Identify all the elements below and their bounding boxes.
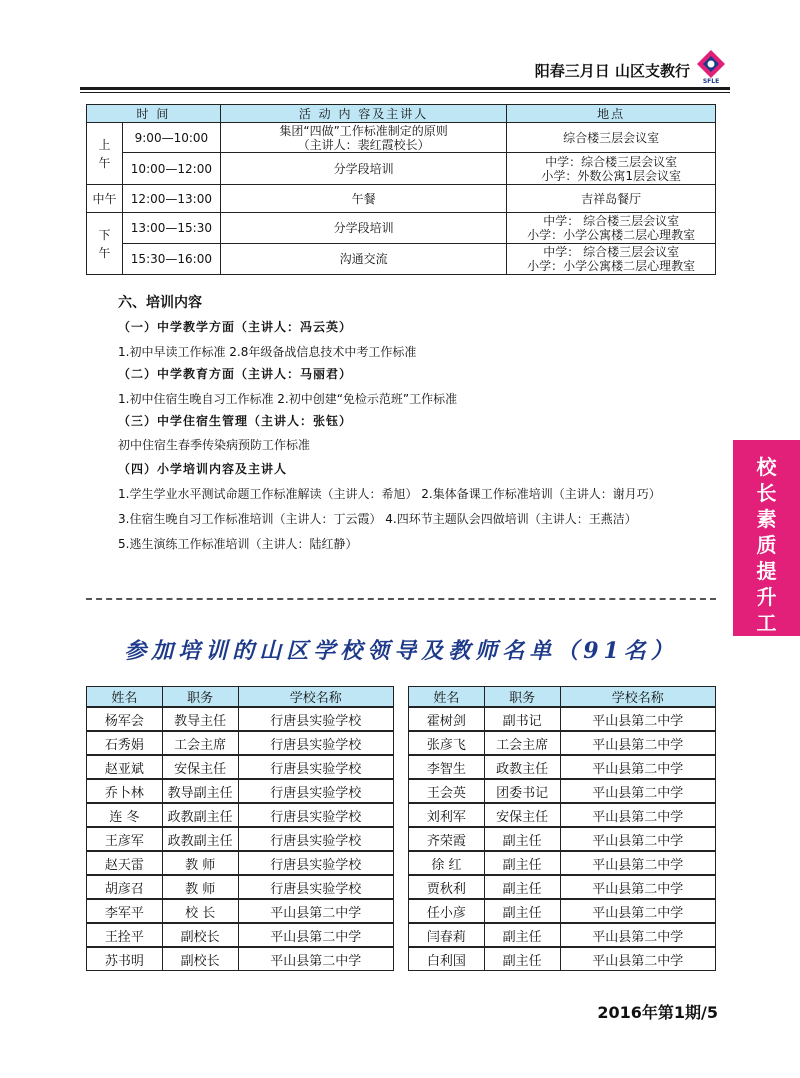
person-school: 平山县第二中学: [238, 947, 393, 971]
person-name: 李智生: [409, 755, 485, 779]
person-name: 白利国: [409, 947, 485, 971]
table-row: [409, 899, 716, 923]
person-school: 平山县第二中学: [238, 899, 393, 923]
training-subheading: （四）小学培训内容及主讲人: [118, 462, 288, 476]
period-morning: 上午: [87, 123, 123, 185]
person-school: 平山县第二中学: [560, 803, 715, 827]
person-name: 杨军会: [87, 707, 163, 731]
person-position: 副主任: [484, 923, 560, 947]
person-position: 团委书记: [484, 779, 560, 803]
person-school: 行唐县实验学校: [238, 779, 393, 803]
training-item: 1.初中早读工作标准 2.8年级备战信息技术中考工作标准: [118, 345, 417, 359]
person-position: 副主任: [484, 899, 560, 923]
person-name: 赵天雷: [87, 851, 163, 875]
side-tab-char: 工: [756, 611, 777, 635]
person-school: 平山县第二中学: [560, 947, 715, 971]
side-tab-char: 程: [756, 637, 777, 661]
person-position: 校 长: [162, 899, 238, 923]
school-logo-icon: [694, 48, 728, 84]
schedule-time: 13:00—15:30: [122, 213, 220, 244]
table-row: [409, 731, 716, 755]
person-position: 安保主任: [484, 803, 560, 827]
person-name: 齐荣霞: [409, 827, 485, 851]
person-school: 行唐县实验学校: [238, 731, 393, 755]
person-name: 闫春莉: [409, 923, 485, 947]
schedule-row: [87, 185, 716, 213]
table-row: [87, 707, 394, 731]
table-row: [409, 851, 716, 875]
person-position: 安保主任: [162, 755, 238, 779]
schedule-location: 吉祥岛餐厅: [507, 185, 716, 213]
person-position: 政教主任: [484, 755, 560, 779]
person-position: 工会主席: [162, 731, 238, 755]
person-name: 胡彦召: [87, 875, 163, 899]
person-school: 行唐县实验学校: [238, 803, 393, 827]
schedule-header-row: [87, 105, 716, 123]
person-position: 教 师: [162, 851, 238, 875]
schedule-row: [87, 213, 716, 244]
person-position: 政教副主任: [162, 803, 238, 827]
person-position: 副主任: [484, 947, 560, 971]
person-position: 教导主任: [162, 707, 238, 731]
table-row: [409, 707, 716, 731]
side-tab-char: 提: [756, 559, 777, 583]
schedule-time: 10:00—12:00: [122, 153, 220, 185]
header-rule: [80, 87, 730, 90]
training-item: 1.学生学业水平测试命题工作标准解读（主讲人：希旭） 2.集体备课工作标准培训（主讲人：谢月巧）: [118, 487, 661, 501]
table-row: [87, 851, 394, 875]
training-item: 3.住宿生晚自习工作标准培训（主讲人：丁云霞） 4.四环节主题队会四做培训（主讲人：王燕洁）: [118, 512, 637, 526]
schedule-table: [86, 104, 716, 275]
col-header-position: 职务: [484, 687, 560, 708]
person-school: 平山县第二中学: [560, 875, 715, 899]
table-row: [409, 923, 716, 947]
training-item: 1.初中住宿生晚自习工作标准 2.初中创建“免检示范班”工作标准: [118, 392, 458, 406]
person-position: 副校长: [162, 923, 238, 947]
person-school: 平山县第二中学: [560, 899, 715, 923]
table-row: [87, 827, 394, 851]
name-table-left: [86, 686, 394, 971]
table-row: [409, 755, 716, 779]
schedule-location: 中学：综合楼三层会议室 小学：外数公寓1层会议室: [507, 153, 716, 185]
person-name: 王拴平: [87, 923, 163, 947]
person-school: 行唐县实验学校: [238, 707, 393, 731]
table-row: [87, 947, 394, 971]
schedule-time: 15:30—16:00: [122, 244, 220, 275]
person-school: 行唐县实验学校: [238, 851, 393, 875]
schedule-time: 12:00—13:00: [122, 185, 220, 213]
schedule-row: [87, 244, 716, 275]
schedule-activity: 分学段培训: [220, 153, 507, 185]
schedule-location: 中学： 综合楼三层会议室 小学：小学公寓楼二层心理教室: [507, 244, 716, 275]
col-header-name: 姓名: [87, 687, 163, 708]
dashed-divider: [86, 598, 716, 600]
table-row: [87, 779, 394, 803]
table-row: [87, 731, 394, 755]
page-header-title: 阳春三月日 山区支教行: [534, 62, 690, 80]
schedule-location: 综合楼三层会议室: [507, 123, 716, 153]
person-position: 副校长: [162, 947, 238, 971]
schedule-row: [87, 153, 716, 185]
period-noon: 中午: [87, 185, 123, 213]
person-name: 王彦军: [87, 827, 163, 851]
col-header-activity: 活 动 内 容及主讲人: [220, 105, 507, 123]
table-row: [409, 875, 716, 899]
training-item: 初中住宿生春季传染病预防工作标准: [118, 438, 311, 452]
table-row: [87, 755, 394, 779]
table-row: [87, 899, 394, 923]
name-table-header-row: [409, 687, 716, 708]
person-name: 李军平: [87, 899, 163, 923]
side-tab-char: 升: [756, 585, 777, 609]
person-position: 教导副主任: [162, 779, 238, 803]
name-list-title: 参加培训的山区学校领导及教师名单（91名）: [124, 638, 678, 664]
period-afternoon: 下午: [87, 213, 123, 275]
training-item: 5.逃生演练工作标准培训（主讲人：陆红静）: [118, 537, 358, 551]
training-subheading: （三）中学住宿生管理（主讲人：张钰）: [118, 414, 353, 428]
person-name: 王会英: [409, 779, 485, 803]
person-position: 副主任: [484, 851, 560, 875]
person-name: 连 冬: [87, 803, 163, 827]
training-subheading: （一）中学教学方面（主讲人：冯云英）: [118, 320, 353, 334]
section-heading-training: 六、培训内容: [118, 295, 202, 311]
col-header-time: 时 间: [87, 105, 221, 123]
person-name: 霍树剑: [409, 707, 485, 731]
schedule-row: [87, 123, 716, 153]
person-name: 徐 红: [409, 851, 485, 875]
person-school: 行唐县实验学校: [238, 875, 393, 899]
side-tab-char: 长: [756, 481, 777, 505]
table-row: [87, 923, 394, 947]
schedule-location: 中学： 综合楼三层会议室 小学：小学公寓楼二层心理教室: [507, 213, 716, 244]
person-school: 平山县第二中学: [560, 731, 715, 755]
person-school: 平山县第二中学: [560, 755, 715, 779]
person-school: 行唐县实验学校: [238, 755, 393, 779]
person-school: 平山县第二中学: [238, 923, 393, 947]
name-table-header-row: [87, 687, 394, 708]
person-name: 贾秋利: [409, 875, 485, 899]
logo-text: SFLE: [702, 78, 720, 84]
header-rule-thin: [80, 92, 730, 93]
person-school: 平山县第二中学: [560, 779, 715, 803]
person-position: 政教副主任: [162, 827, 238, 851]
person-school: 平山县第二中学: [560, 827, 715, 851]
col-header-school: 学校名称: [560, 687, 715, 708]
side-tab-char: 校: [756, 455, 777, 479]
person-name: 张彦飞: [409, 731, 485, 755]
schedule-activity: 分学段培训: [220, 213, 507, 244]
person-position: 工会主席: [484, 731, 560, 755]
person-name: 刘利军: [409, 803, 485, 827]
table-row: [409, 827, 716, 851]
col-header-position: 职务: [162, 687, 238, 708]
person-position: 副主任: [484, 875, 560, 899]
col-header-location: 地点: [507, 105, 716, 123]
schedule-activity: 集团“四做”工作标准制定的原则 （主讲人：裴红霞校长）: [220, 123, 507, 153]
side-tab-char: 素: [756, 507, 777, 531]
schedule-activity: 午餐: [220, 185, 507, 213]
person-school: 平山县第二中学: [560, 851, 715, 875]
page-footer-issue: 2016年第1期/5: [597, 1003, 718, 1022]
col-header-school: 学校名称: [238, 687, 393, 708]
side-tab-char: 质: [756, 533, 777, 557]
person-position: 教 师: [162, 875, 238, 899]
person-name: 苏书明: [87, 947, 163, 971]
table-row: [409, 803, 716, 827]
side-tab: [733, 440, 800, 661]
schedule-activity: 沟通交流: [220, 244, 507, 275]
table-row: [87, 803, 394, 827]
person-name: 石秀娟: [87, 731, 163, 755]
person-school: 平山县第二中学: [560, 923, 715, 947]
person-name: 乔卜林: [87, 779, 163, 803]
person-name: 赵亚斌: [87, 755, 163, 779]
schedule-time: 9:00—10:00: [122, 123, 220, 153]
name-table-right: [408, 686, 716, 971]
training-subheading: （二）中学教育方面（主讲人：马丽君）: [118, 367, 353, 381]
person-position: 副主任: [484, 827, 560, 851]
table-row: [87, 875, 394, 899]
table-row: [409, 947, 716, 971]
person-position: 副书记: [484, 707, 560, 731]
col-header-name: 姓名: [409, 687, 485, 708]
person-school: 平山县第二中学: [560, 707, 715, 731]
table-row: [409, 779, 716, 803]
person-name: 任小彦: [409, 899, 485, 923]
person-school: 行唐县实验学校: [238, 827, 393, 851]
